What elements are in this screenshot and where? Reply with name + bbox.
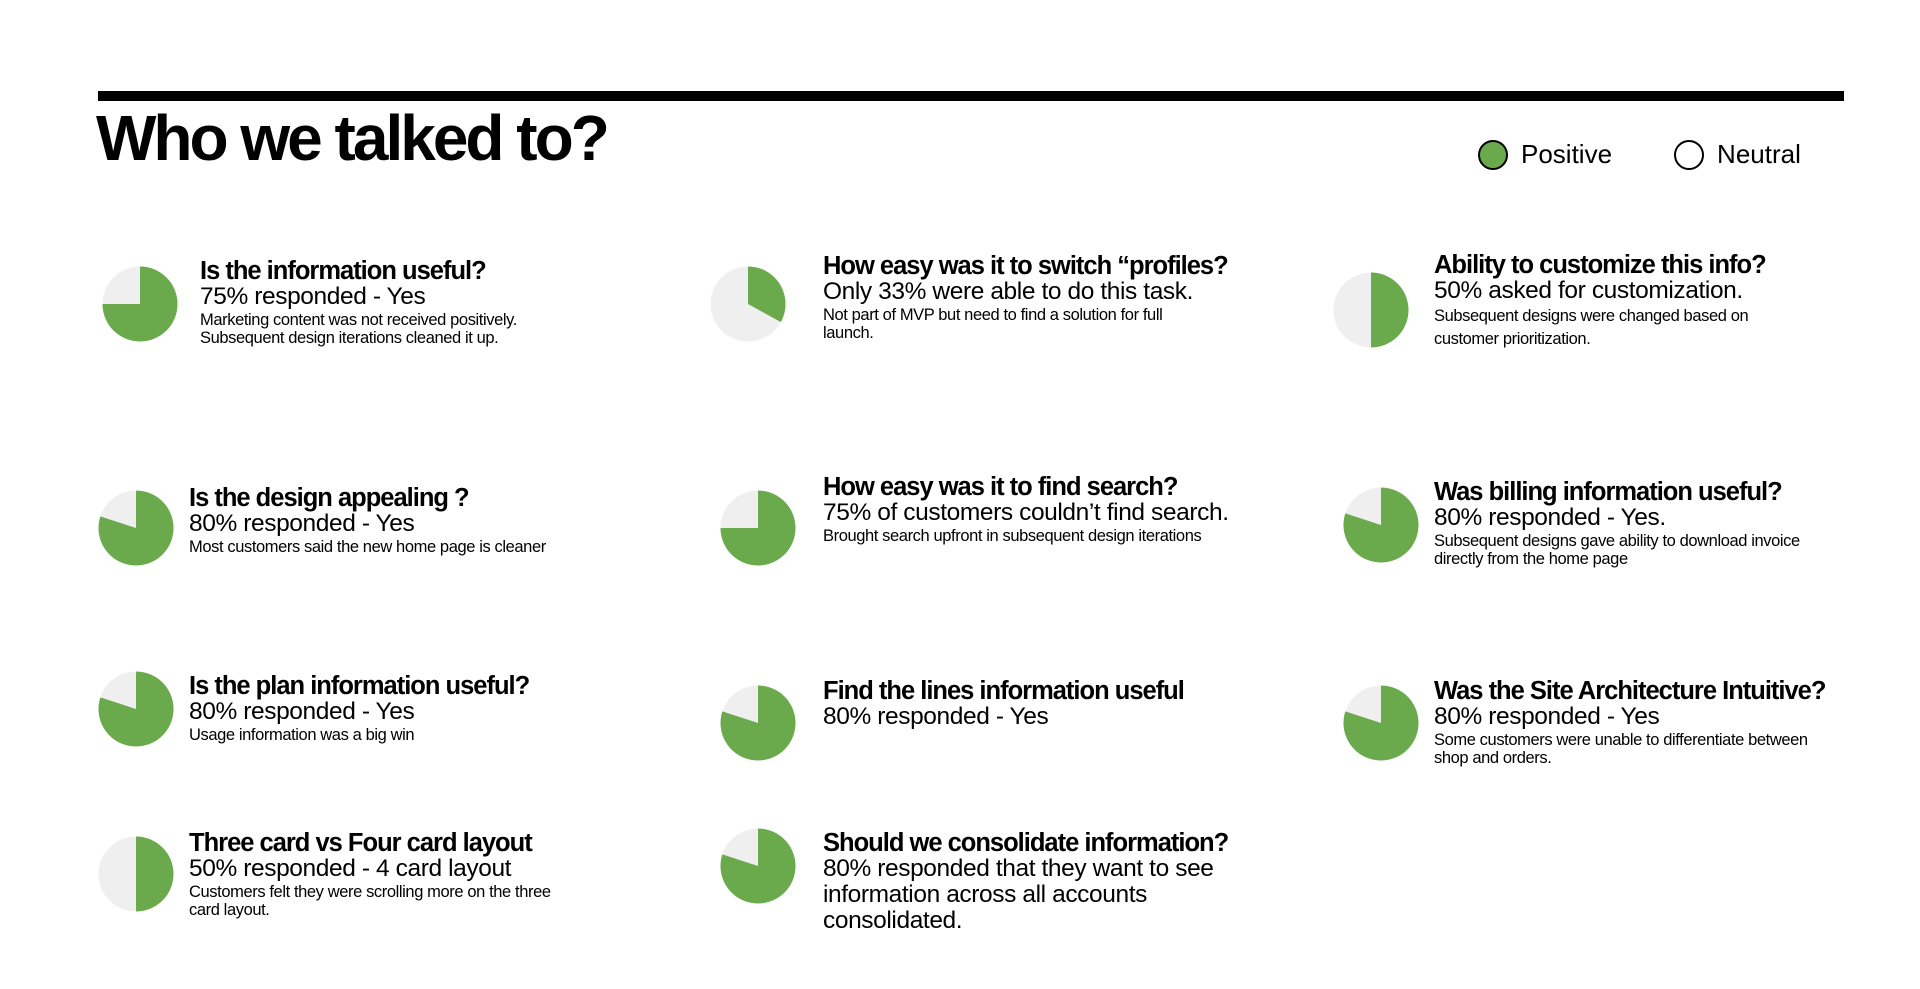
- pie-slice-positive: [1371, 273, 1409, 348]
- question-stat: 80% responded - Yes: [1434, 703, 1660, 730]
- question-note: [1434, 731, 1904, 767]
- pie-chart: [710, 266, 786, 342]
- question-note: [823, 527, 1343, 545]
- pie-chart: [102, 266, 178, 342]
- note-line: Brought search upfront in subsequent design iterations: [823, 527, 1202, 545]
- question-title: Three card vs Four card layout: [189, 829, 532, 857]
- note-line: shop and orders.: [1434, 749, 1552, 767]
- question-stat: 75% responded - Yes: [200, 283, 426, 310]
- note-line: Subsequent designs gave ability to download invoice: [1434, 532, 1800, 550]
- question-title: Is the design appealing ?: [189, 484, 469, 512]
- question-title: Is the information useful?: [200, 257, 486, 285]
- pie-chart: [98, 836, 174, 912]
- pie-chart: [1333, 272, 1409, 348]
- legend-swatch-neutral: [1674, 140, 1704, 170]
- note-line: launch.: [823, 324, 874, 342]
- legend-item-neutral: [1674, 139, 1801, 170]
- question-text: [189, 485, 629, 556]
- pie-slice-positive: [136, 837, 174, 912]
- question-text: [823, 678, 1263, 730]
- question-stat: [823, 856, 1303, 934]
- question-note: [1434, 532, 1894, 568]
- question-title: Should we consolidate information?: [823, 829, 1229, 857]
- note-line: Subsequent designs were changed based on: [1434, 307, 1749, 325]
- pie-chart: [98, 490, 174, 566]
- page-title: Who we talked to?: [96, 102, 607, 174]
- stat-line: information across all accounts: [823, 881, 1147, 908]
- pie-chart: [1343, 685, 1419, 761]
- stat-line: 80% responded that they want to see: [823, 855, 1214, 882]
- question-title: Find the lines information useful: [823, 677, 1184, 705]
- question-text: [1434, 479, 1894, 568]
- question-stat: 50% asked for customization.: [1434, 277, 1743, 304]
- question-title: Was billing information useful?: [1434, 478, 1782, 506]
- note-line: customer prioritization.: [1434, 330, 1591, 348]
- question-stat: 50% responded - 4 card layout: [189, 855, 512, 882]
- question-stat: Only 33% were able to do this task.: [823, 278, 1194, 305]
- question-text: [823, 253, 1263, 342]
- pie-chart: [720, 828, 796, 904]
- note-line: directly from the home page: [1434, 550, 1628, 568]
- legend-swatch-positive: [1478, 140, 1508, 170]
- question-text: [823, 474, 1343, 545]
- question-text: [200, 258, 640, 347]
- note-line: Marketing content was not received positively.: [200, 311, 517, 329]
- question-note: [189, 726, 629, 744]
- question-stat: 80% responded - Yes.: [1434, 504, 1666, 531]
- note-line: Most customers said the new home page is cleaner: [189, 538, 546, 556]
- pie-chart: [720, 490, 796, 566]
- question-stat: 80% responded - Yes: [189, 698, 415, 725]
- note-line: Not part of MVP but need to find a solution for full: [823, 306, 1163, 324]
- pie-chart: [720, 685, 796, 761]
- question-stat: 80% responded - Yes: [189, 510, 415, 537]
- legend-item-positive: [1478, 139, 1612, 170]
- pie-chart: [1343, 487, 1419, 563]
- note-line: Subsequent design iterations cleaned it up.: [200, 329, 499, 347]
- legend-label-neutral: Neutral: [1717, 139, 1801, 169]
- question-note: [200, 311, 640, 347]
- note-line: Usage information was a big win: [189, 726, 415, 744]
- question-text: [1434, 252, 1874, 351]
- note-line: card layout.: [189, 901, 270, 919]
- question-stat: 75% of customers couldn’t find search.: [823, 499, 1229, 526]
- question-note: [189, 883, 629, 919]
- stat-line: consolidated.: [823, 907, 963, 934]
- question-title: Is the plan information useful?: [189, 672, 530, 700]
- note-line: Customers felt they were scrolling more on the three: [189, 883, 551, 901]
- question-text: [823, 830, 1303, 934]
- question-title: Was the Site Architecture Intuitive?: [1434, 677, 1826, 705]
- legend: [1478, 139, 1801, 170]
- pie-chart: [98, 671, 174, 747]
- legend-label-positive: Positive: [1521, 139, 1613, 169]
- question-note: [1434, 305, 1874, 351]
- note-line: Some customers were unable to differentiate between: [1434, 731, 1808, 749]
- question-note: [189, 538, 629, 556]
- question-note: [823, 306, 1263, 342]
- question-title: Ability to customize this info?: [1434, 251, 1766, 279]
- question-title: How easy was it to find search?: [823, 473, 1178, 501]
- question-text: [1434, 678, 1904, 767]
- question-title: How easy was it to switch “profiles?: [823, 252, 1228, 280]
- question-text: [189, 673, 629, 744]
- question-text: [189, 830, 629, 919]
- question-stat: 80% responded - Yes: [823, 703, 1049, 730]
